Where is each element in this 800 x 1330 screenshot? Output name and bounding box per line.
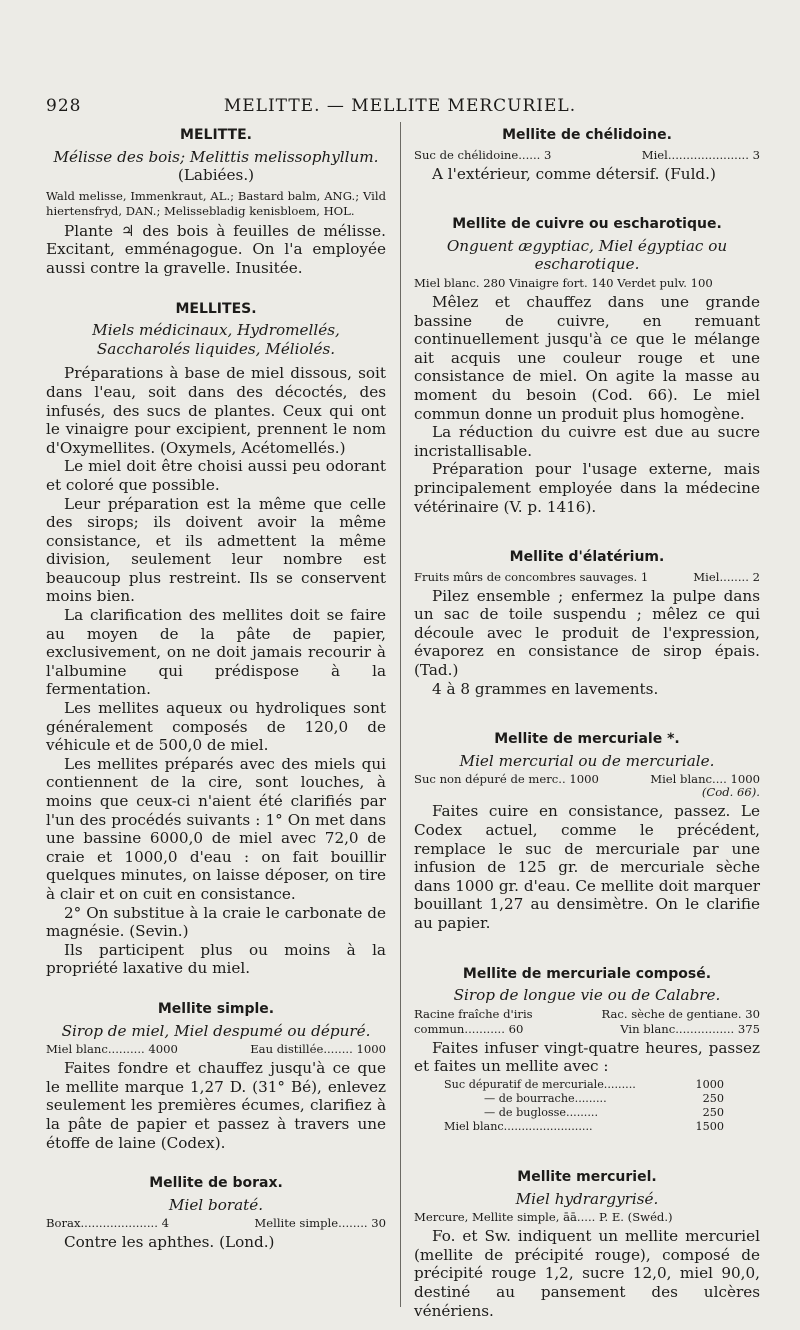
synonyms-mercuriale: Miel mercurial ou de mercuriale. [459,751,715,770]
mellites-paragraph: 2° On substitue à la craie le carbonate de magnésie. (Sevin.) [46,903,386,941]
running-head [46,96,754,118]
section-heading-simple: Mellite simple. [157,1000,275,1017]
foreign-names: Wald melisse, Immenkraut, AL.; Bastard balm, ANG.; Vild hiertensfryd, DAN.; Melissebladig kenisbloem, HOL. [46,188,386,218]
recipe-right: Miel........ 2 [693,569,760,584]
subrecipe-value: 1000 [695,1077,724,1091]
mercuriel-description: Fo. et Sw. indiquent un mellite mercuriel (mellite de précipité rouge), composé de précipité rouge 1,2, sucre 12,0, miel 90,0, destiné au pansement des ulcères vénériens. [414,1227,760,1320]
section-heading-mercuriel: Mellite mercuriel. [517,1168,657,1185]
section-heading-compose: Mellite de mercuriale composé. [462,965,712,982]
section-heading-mellites: MELLITES. [175,300,257,317]
subrecipe-row [444,1106,724,1120]
recipe-row [46,1216,386,1231]
recipe-row [414,148,760,163]
subrecipe-row [444,1078,724,1092]
subrecipe-label: — de buglosse......... [484,1105,599,1119]
mellites-paragraph: La clarification des mellites doit se faire au moyen de la pâte de papier, exclusivement, on ne doit jamais recourir à l'albumine qui prédispose à la fermentation. [46,606,386,699]
synonyms-simple: Sirop de miel, Miel despumé ou dépuré. [61,1021,371,1040]
section-heading-melitte: MELITTE. [180,127,252,143]
synonyms-mercuriel: Miel hydrargyrisé. [515,1189,659,1208]
recipe-right: Rac. sèche de gentiane. 30 [601,1006,760,1021]
left-column [46,126,386,1252]
mellites-paragraph: Leur préparation est la même que celle des sirops; ils doivent avoir la même consistance, et ils admettent la même division, seulement leur nombre est beaucoup plus restreint. Ils se conservent moins bien. [46,494,386,606]
cuivre-paragraph: Préparation pour l'usage externe, mais principalement employée dans la médecine vétérinaire (V. p. 1416). [414,460,760,516]
synonyms-compose: Sirop de longue vie ou de Calabre. [453,986,721,1005]
synonyms-borax: Miel boraté. [168,1195,264,1214]
section-heading-borax: Mellite de borax. [149,1175,283,1192]
subrecipe-value: 1500 [695,1119,724,1133]
subrecipe-value: 250 [702,1091,724,1105]
recipe-right: Miel blanc.... 1000 [650,772,760,787]
section-heading-cuivre: Mellite de cuivre ou escharotique. [452,216,722,233]
recipe-row [414,1007,760,1022]
mellites-paragraph: Ils participent plus ou moins à la propriété laxative du miel. [46,940,386,978]
recipe-left: Miel blanc.......... 4000 [46,1042,178,1057]
subrecipe-label: Suc dépuratif de mercuriale......... [444,1077,636,1091]
melitte-description: Plante ♃ des bois à feuilles de mélisse. Excitant, emménagogue. On l'a employée aussi contre la gravelle. Inusitée. [46,221,386,277]
recipe-left: Suc non dépuré de merc.. 1000 [414,772,599,787]
recipe-row [414,570,760,585]
recipe-right: Miel...................... 3 [641,147,760,162]
recipe-row [414,1022,760,1037]
chelidoine-usage: A l'extérieur, comme détersif. (Fuld.) [432,164,716,183]
column-rule [400,122,401,1307]
page-number: 928 [46,96,82,116]
elaterium-paragraph: 4 à 8 grammes en lavements. [432,679,659,698]
cuivre-paragraph: Mêlez et chauffez dans une grande bassine de cuivre, en remuant continuellement jusqu'à ce que le mélange ait acquis une couleur rouge et une consistance de miel. On agite la masse au moment du besoin (Cod. 66). Le miel commun donne un produit plus homogène. [414,292,760,423]
running-title: MELITTE. — MELLITE MERCURIEL. [223,96,577,116]
subrecipe-value: 250 [702,1105,724,1119]
recipe-row [46,1042,386,1057]
subrecipe-label: Miel blanc......................... [444,1119,593,1133]
subrecipe-row [444,1120,724,1134]
section-heading-chelidoine: Mellite de chélidoine. [502,127,672,143]
recipe-row: Mercure, Mellite simple, āā..... P. E. (Swéd.) [414,1210,673,1225]
subrecipe [444,1078,724,1134]
recipe-row: Miel blanc. 280 Vinaigre fort. 140 Verdet pulv. 100 [414,275,713,290]
simple-instructions: Faites fondre et chauffez jusqu'à ce que le mellite marque 1,27 D. (31° Bé), enlevez seulement les premières écumes, clarifiez à la pâte de papier et passez à travers une étoffe de laine (Codex). [46,1059,386,1152]
subrecipe-label: — de bourrache......... [484,1091,607,1105]
elaterium-paragraph: Pilez ensemble ; enfermez la pulpe dans un sac de toile suspendu ; mêlez ce qui découle avec le produit de l'expression, évaporez en consistance de sirop épais. (Tad.) [414,586,760,680]
recipe-left: commun........... 60 [414,1021,524,1036]
compose-instructions: Faites infuser vingt-quatre heures, passez et faites un mellite avec : [414,1038,760,1076]
mercuriale-instructions: Faites cuire en consistance, passez. Le Codex actuel, comme le précédent, remplace le suc de mercuriale par une infusion de 125 gr. de mercuriale sèche dans 1000 gr. d'eau. Ce mellite doit marquer bouillant 1,27 au densimètre. On le clarifie au papier. [414,802,760,932]
synonyms-cuivre: Onguent ægyptiac, Miel égyptiac ou escharotique. [446,236,728,274]
borax-usage: Contre les aphthes. (Lond.) [64,1233,275,1252]
synonyms-melitte: Mélisse des bois; Melittis melissophyllum. [53,147,379,166]
recipe-left: Fruits mûrs de concombres sauvages. 1 [414,569,649,584]
subrecipe-row [444,1092,724,1106]
recipe-right: Vin blanc................ 375 [620,1021,760,1036]
recipe-right: Eau distillée........ 1000 [250,1042,386,1057]
recipe-left: Racine fraîche d'iris [414,1006,533,1021]
recipe-left: Borax..................... 4 [46,1216,169,1231]
mellites-paragraph: Préparations à base de miel dissous, soit dans l'eau, soit dans des décoctés, des infusés, des sucs de plantes. Ceux qui ont le vinaigre pour excipient, prennent le nom d'Oxymellites. (Oxymels, Acétomellés.) [46,364,386,457]
recipe-left: Suc de chélidoine...... 3 [414,147,552,162]
recipe-right: Mellite simple........ 30 [254,1216,386,1231]
mellites-paragraph: Les mellites préparés avec des miels qui contiennent de la cire, sont louches, à moins que ceux-ci n'aient été clarifiés par l'un des procédés suivants : 1° On met dans une bassine 6000,0 de miel avec 72,0 de craie et 1000,0 d'eau : on fait bouillir quelques minutes, on laisse déposer, on tire à clair et on cuit en consistance. [46,754,386,903]
cuivre-paragraph: La réduction du cuivre est due au sucre incristallisable. [414,423,760,460]
family-melitte: (Labiées.) [177,166,255,185]
synonyms-mellites: Miels médicinaux, Hydromellés, Saccharolés liquides, Méliolés. [92,321,340,358]
mellites-paragraph: Le miel doit être choisi aussi peu odorant et coloré que possible. [46,457,386,494]
section-heading-elaterium: Mellite d'élatérium. [509,549,665,566]
codex-note: (Cod. 66). [701,785,760,800]
section-heading-mercuriale: Mellite de mercuriale *. [494,731,680,748]
right-column [414,126,760,1320]
mellites-paragraph: Les mellites aqueux ou hydroliques sont généralement composés de 120,0 de véhicule et de 500,0 de miel. [46,699,386,755]
